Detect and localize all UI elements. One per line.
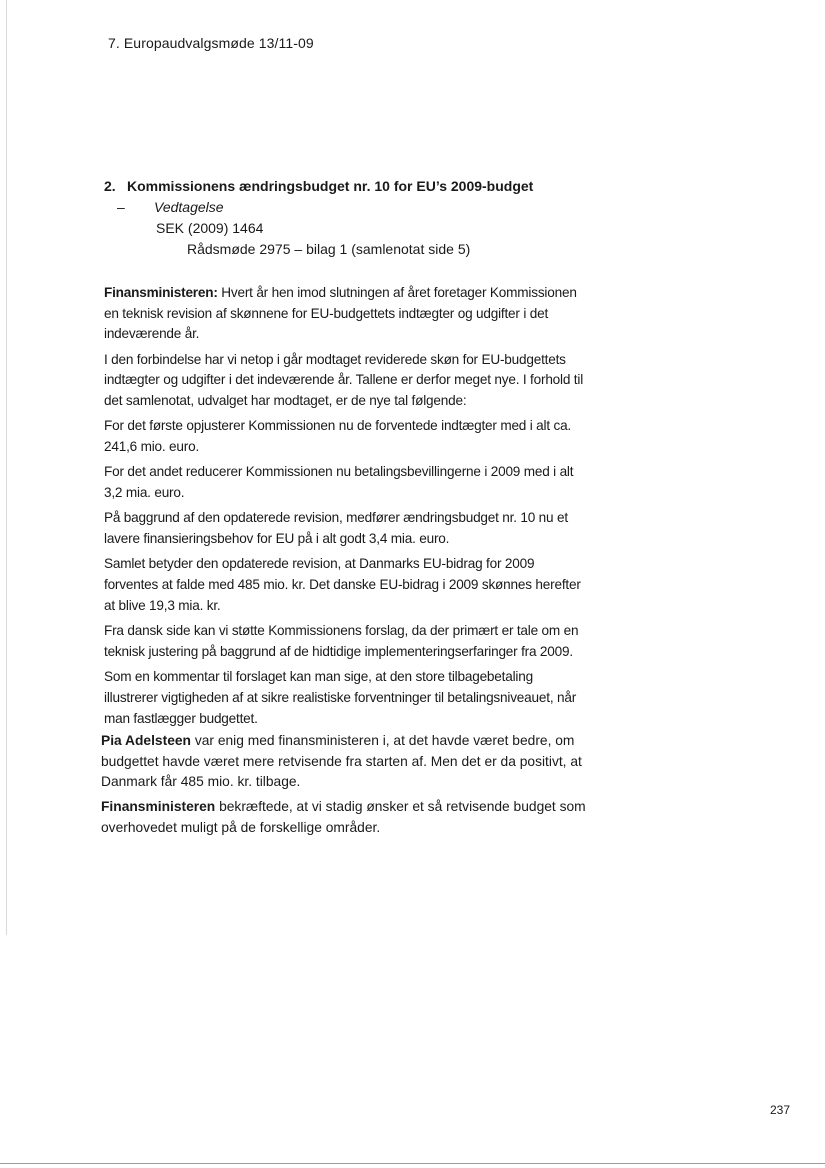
agenda-council-reference: Rådsmøde 2975 – bilag 1 (samlenotat side 5) <box>187 241 471 257</box>
paragraph: Fra dansk side kan vi støtte Kommissionens forslag, da der primært er tale om en teknisk justering på baggrund af de hidtidige implementeringserfaringer fra 2009. <box>104 623 579 659</box>
running-header: 7. Europaudvalgsmøde 13/11-09 <box>108 35 314 51</box>
paragraph: Som en kommentar til forslaget kan man sige, at den store tilbagebetaling illustrerer vigtigheden af at sikre realistiske forventninger til betalingsniveauet, når man fastlægger budgettet. <box>104 669 577 726</box>
speaker-name: Finansministeren: <box>104 285 218 300</box>
agenda-title: Kommissionens ændringsbudget nr. 10 for EU’s 2009-budget <box>127 178 534 194</box>
agenda-number: 2. <box>104 178 116 194</box>
agenda-item <box>104 176 724 260</box>
paragraph: I den forbindelse har vi netop i går modtaget reviderede skøn for EU-budgettets indtægter og udgifter i det indeværende år. Tallene er derfor meget nye. I forhold til det samlenotat, udvalget har modtaget, er de nye tal følgende: <box>104 351 584 409</box>
agenda-reference: SEK (2009) 1464 <box>156 220 264 236</box>
paragraph-text: var enig med finansministeren i, at det havde været bedre, om budgettet havde været mere retvisende fra starten af. Men det er da positivt, at Danmark får 485 mio. kr. tilbage. <box>101 733 582 790</box>
page-bottom-line <box>0 1163 825 1164</box>
paragraph <box>101 797 591 838</box>
paragraph-text: Hvert år hen imod slutningen af året foretager Kommissionen en teknisk revision af skønnene for EU-budgettets indtægter og udgifter i det indeværende år. <box>104 285 577 342</box>
agenda-subtitle-line <box>104 197 724 218</box>
paragraph: På baggrund af den opdaterede revision, medfører ændringsbudget nr. 10 nu et lavere finansieringsbehov for EU på i alt godt 3,4 mia. euro. <box>104 510 568 547</box>
paragraph: For det første opjusterer Kommissionen nu de forventede indtægter med i alt ca. 241,6 mio. euro. <box>104 418 572 455</box>
paragraph <box>104 283 589 345</box>
debate-section <box>101 731 591 843</box>
speaker-name: Pia Adelsteen <box>101 733 191 748</box>
scan-edge-line <box>6 0 7 935</box>
page-number: 237 <box>770 1103 791 1117</box>
speaker-name: Finansministeren <box>101 799 216 815</box>
minister-statement <box>104 283 589 734</box>
agenda-dash: – <box>117 199 125 215</box>
paragraph <box>101 731 591 793</box>
agenda-title-line <box>104 176 724 197</box>
agenda-subtitle: Vedtagelse <box>154 199 224 215</box>
paragraph-text: bekræftede, at vi stadig ønsker et så retvisende budget som overhovedet muligt på de forskellige områder. <box>101 799 586 835</box>
paragraph: Samlet betyder den opdaterede revision, at Danmarks EU-bidrag for 2009 forventes at falde med 485 mio. kr. Det danske EU-bidrag i 2009 skønnes herefter at blive 19,3 mia. kr. <box>104 556 581 613</box>
paragraph: For det andet reducerer Kommissionen nu betalingsbevillingerne i 2009 med i alt 3,2 mia. euro. <box>104 464 574 501</box>
